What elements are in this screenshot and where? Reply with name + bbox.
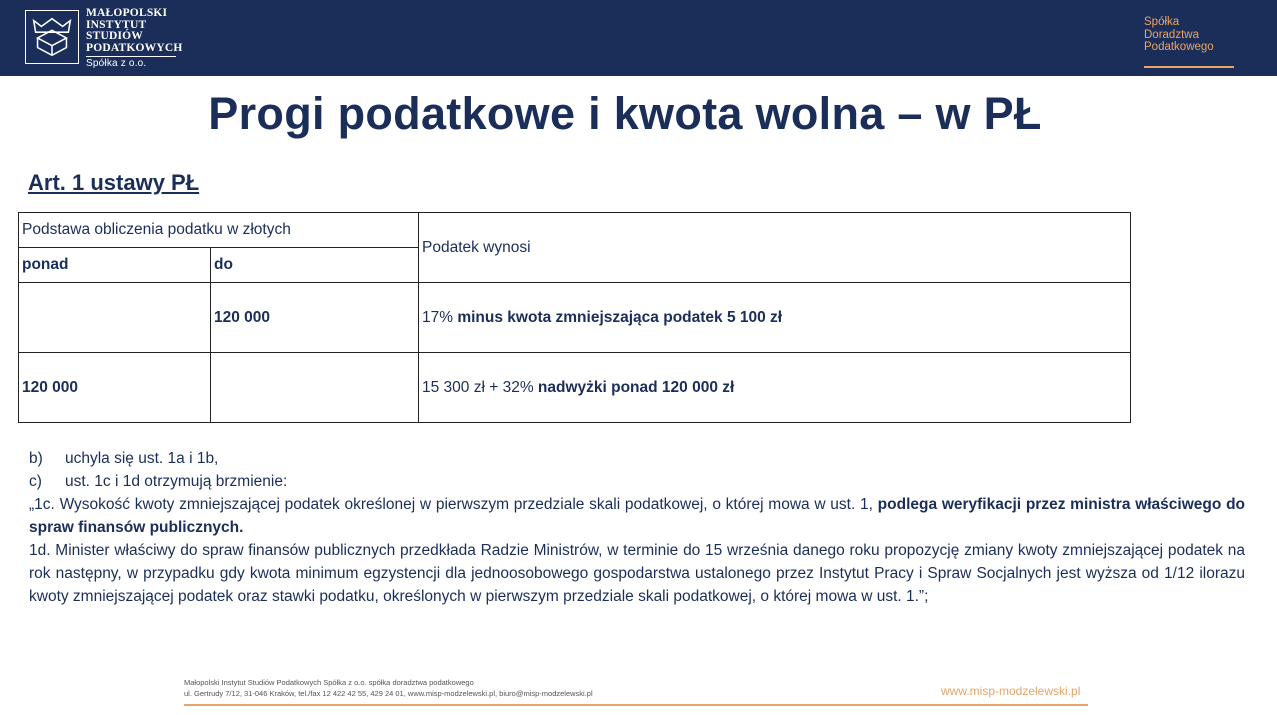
list-text: ust. 1c i 1d otrzymują brzmienie: [65, 473, 288, 490]
footer-line-1: Małopolski Instytut Studiów Podatkowych Spółka z o.o. spółka doradztwa podatkowego [184, 678, 474, 687]
institute-name [86, 8, 183, 70]
cell-tax [419, 353, 1131, 423]
paragraph-1d: 1d. Minister właściwy do spraw finansów publicznych przedkłada Radzie Ministrów, w terminie do 15 września danego roku propozycję zmiany kwoty zmniejszającej podatek na rok następny, w przypadku gdy kwota minimum egzystencji dla jednoosobowego gospodarstwa ustalonego przez Instytut Pracy i Spraw Socjalnych jest wyższa od 1/12 ilorazu kwoty zmniejszającej podatek oraz stawki podatku, określonych w pierwszym przedziale skali podatkowej, o której mowa w ust. 1.”; [29, 542, 1245, 605]
header-do-cell: do [211, 248, 419, 283]
brand-line-text: Podatkowego [1144, 41, 1214, 53]
slide-title: Progi podatkowe i kwota wolna – w PŁ [208, 88, 1042, 139]
cell-tax [419, 283, 1131, 353]
brand-line-text: Spółka [1144, 16, 1180, 28]
header-group-cell: Podstawa obliczenia podatku w złotych [19, 213, 419, 248]
paragraph-1c-plain: „1c. Wysokość kwoty zmniejszającej podatek określonej w pierwszym przedziale skali podatkowej, o której mowa w ust. 1, [29, 496, 878, 513]
tax-brackets-table [18, 212, 1131, 423]
tax-bold-text: minus kwota zmniejszająca podatek 5 100 zł [457, 308, 783, 326]
cell-do: 120 000 [211, 283, 419, 353]
paragraph-1c [29, 493, 1245, 539]
logo-line: INSTYTUT [86, 18, 147, 31]
cell-ponad: 120 000 [19, 353, 211, 423]
list-text: uchyla się ust. 1a i 1b, [65, 450, 219, 467]
tax-bold-text: nadwyżki ponad 120 000 zł [537, 378, 735, 396]
paragraph-1c-bold: podlega weryfikacji przez ministra właściwego do spraw finansów publicznych. [29, 496, 1245, 536]
table-header-row [19, 213, 1131, 248]
brand-underline [1144, 66, 1234, 68]
brand-tagline [1144, 16, 1214, 54]
logo-line: PODATKOWYCH [86, 41, 183, 54]
section-heading: Art. 1 ustawy PŁ [28, 170, 200, 195]
footer-website-link[interactable]: www.misp-modzelewski.pl [941, 684, 1081, 698]
cell-ponad [19, 283, 211, 353]
footer-line-2: ul. Gertrudy 7/12, 31-046 Kraków, tel./fax 12 422 42 55, 429 24 01, www.misp-modzelewski.pl, biuro@misp-modzelewski.pl [184, 689, 593, 698]
list-marker: c) [29, 473, 42, 490]
list-item [29, 470, 1245, 493]
institute-logo-icon [25, 10, 79, 64]
tax-plain-text: 15 300 zł + 32% [422, 378, 538, 396]
logo-line: STUDIÓW [86, 30, 143, 42]
cell-do [211, 353, 419, 423]
list-item [29, 447, 1245, 470]
header-podatek-cell: Podatek wynosi [419, 213, 1131, 283]
table-row [19, 353, 1131, 423]
brand-line-text: Doradztwa [1144, 28, 1199, 41]
list-marker: b) [29, 450, 43, 467]
table-row [19, 283, 1131, 353]
logo-subtitle: Spółka z o.o. [86, 56, 176, 70]
header-bar [0, 0, 1277, 76]
header-ponad-cell: ponad [19, 248, 211, 283]
logo-line: MAŁOPOLSKI [86, 7, 168, 19]
footer-address [184, 677, 593, 699]
amendment-text [29, 447, 1245, 608]
footer-divider [184, 704, 1088, 706]
tax-plain-text: 17% [422, 308, 458, 326]
